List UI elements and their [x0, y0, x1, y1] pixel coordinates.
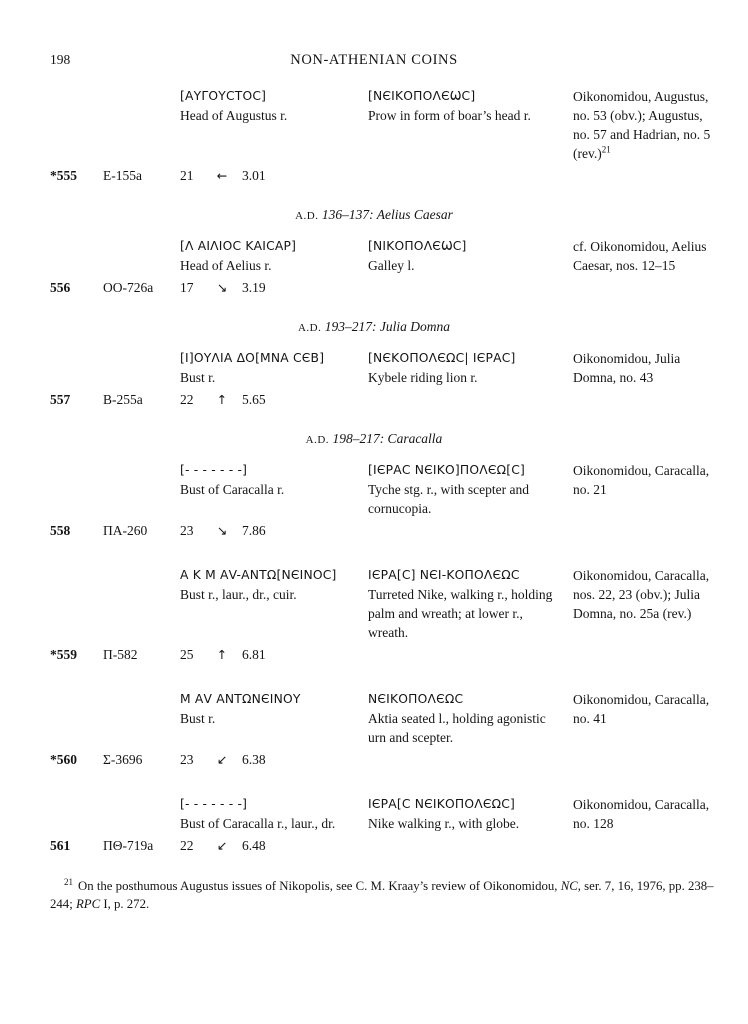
catalog-entry-560 [50, 690, 736, 769]
diameter-value: 22 [180, 838, 194, 853]
footnote [50, 877, 736, 913]
catalog-entry-559 [50, 566, 736, 664]
section-heading-caracalla [0, 429, 748, 448]
catalog-entry-558 [50, 461, 736, 540]
inventory-number: Σ-3696 [103, 752, 143, 767]
diameter-value: 25 [180, 647, 194, 662]
obverse-description: Bust r., laur., dr., cuir. [180, 587, 297, 602]
die-axis-arrow-icon: ↙ [216, 838, 228, 853]
weight-value: 6.48 [242, 838, 266, 853]
inventory-number: ΠΘ-719a [103, 838, 154, 853]
obverse-legend: [Ι]ΟΥΛΙΑ ΔΟ[ΜΝΑ CЄΒ] [180, 351, 325, 365]
reverse-description: Turreted Nike, walking r., holding palm and wreath; at lower r., wreath. [368, 587, 553, 640]
reference-citation [573, 461, 713, 518]
specimen-data-row [50, 750, 736, 769]
catalog-number: *555 [50, 168, 77, 183]
diameter-value: 22 [180, 392, 194, 407]
catalog-number: 561 [50, 838, 71, 853]
specimen-data-row [50, 645, 736, 664]
weight-value: 7.86 [242, 523, 266, 538]
section-heading-julia-domna [0, 317, 748, 336]
reference-text: Oikonomidou, Caracalla, no. 41 [573, 692, 710, 726]
footnote-text: I, p. 272. [100, 897, 150, 911]
reference-text: Oikonomidou, Caracalla, no. 21 [573, 463, 710, 497]
diameter-value: 21 [180, 168, 194, 183]
die-axis-arrow-icon: ↘ [216, 523, 228, 538]
page-header [0, 50, 748, 69]
reference-citation [573, 690, 713, 747]
diameter-value: 23 [180, 752, 194, 767]
reference-citation [573, 87, 713, 163]
catalog-entry-556 [50, 237, 736, 297]
reference-text: Oikonomidou, Caracalla, no. 128 [573, 797, 710, 831]
catalog-number: 557 [50, 392, 71, 407]
footnote-text: , ser. 7, 16, 1976, pp. 238–244; [50, 879, 714, 911]
inventory-number: ΠΑ-260 [103, 523, 148, 538]
inventory-number: Π-582 [103, 647, 138, 662]
catalog-number: *560 [50, 752, 77, 767]
weight-value: 3.01 [242, 168, 266, 183]
reference-text: cf. Oikonomidou, Aelius Caesar, nos. 12–15 [573, 239, 707, 273]
reference-citation [573, 349, 713, 387]
obverse-description: Head of Aelius r. [180, 258, 272, 273]
reverse-legend: [ΙЄΡΑC ΝЄΙΚΟ]ΠΟΛЄΩ[C] [368, 463, 525, 477]
reverse-legend: [ΝЄΚΟΠΟΛЄΩC| ΙЄΡΑC] [368, 351, 516, 365]
die-axis-arrow-icon: ↙ [216, 752, 228, 767]
catalog-number: 558 [50, 523, 71, 538]
footnote-journal-rpc: RPC [75, 897, 101, 911]
page-number: 198 [50, 52, 71, 67]
reference-text: Oikonomidou, Julia Domna, no. 43 [573, 351, 681, 385]
footnote-text: On the posthumous Augustus issues of Nikopolis, see C. M. Kraay’s review of Oikonomidou, [78, 879, 561, 893]
section-title: 198–217: Caracalla [329, 431, 443, 446]
reference-citation [573, 795, 713, 833]
specimen-data-row [50, 836, 736, 855]
obverse-legend: [Λ ΑΙΛΙΟC ΚΑΙCΑΡ] [180, 239, 297, 253]
weight-value: 6.81 [242, 647, 266, 662]
catalog-entry-557 [50, 349, 736, 409]
obverse-description: Bust r. [180, 711, 216, 726]
obverse-legend: Μ ΑV ΑΝΤΩΝЄΙΝΟΥ [180, 692, 301, 706]
era-label: A.D. [297, 322, 322, 334]
catalog-number: 556 [50, 280, 71, 295]
page-title: NON-ATHENIAN COINS [290, 52, 458, 68]
section-title: 136–137: Aelius Caesar [318, 207, 453, 222]
obverse-description: Bust r. [180, 370, 216, 385]
footnote-marker: 21 [64, 876, 73, 887]
catalog-number: *559 [50, 647, 77, 662]
era-label: A.D. [305, 434, 330, 446]
die-axis-arrow-icon: ↑ [216, 392, 228, 407]
inventory-number: B-255a [103, 392, 143, 407]
weight-value: 3.19 [242, 280, 266, 295]
era-label: A.D. [295, 210, 319, 222]
specimen-data-row [50, 166, 736, 185]
reverse-legend: [ΝЄΙΚΟΠΟΛЄѠC] [368, 89, 476, 103]
obverse-legend: Α Κ Μ ΑV-ΑΝΤΩ[ΝЄΙΝΟC] [180, 568, 337, 582]
reverse-description: Nike walking r., with globe. [368, 816, 520, 831]
obverse-legend: [- - - - - - -] [180, 797, 248, 811]
obverse-description: Head of Augustus r. [180, 108, 288, 123]
diameter-value: 17 [180, 280, 194, 295]
reverse-legend: [ΝΙΚΟΠΟΛЄѠC] [368, 239, 467, 253]
inventory-number: OO-726a [103, 280, 154, 295]
specimen-data-row [50, 521, 736, 540]
specimen-data-row [50, 390, 736, 409]
reference-text: Oikonomidou, Augustus, no. 53 (obv.); Augustus, no. 57 and Hadrian, no. 5 (rev.) [573, 89, 711, 161]
weight-value: 5.65 [242, 392, 266, 407]
reference-citation [573, 566, 713, 642]
footnote-reference-marker: 21 [601, 144, 611, 155]
reverse-description: Kybele riding lion r. [368, 370, 478, 385]
die-axis-arrow-icon: ↘ [216, 280, 228, 295]
reverse-legend: ΙЄΡΑ[C ΝЄΙΚΟΠΟΛЄΩC] [368, 797, 515, 811]
specimen-data-row [50, 278, 736, 297]
reverse-description: Galley l. [368, 258, 415, 273]
reverse-description: Prow in form of boar’s head r. [368, 108, 531, 123]
catalog-entry-555 [50, 87, 736, 185]
weight-value: 6.38 [242, 752, 266, 767]
obverse-legend: [- - - - - - -] [180, 463, 248, 477]
reverse-legend: ΙЄΡΑ[C] ΝЄΙ-ΚΟΠΟΛЄΩC [368, 568, 520, 582]
diameter-value: 23 [180, 523, 194, 538]
footnote-journal-nc: NC [560, 879, 578, 893]
die-axis-arrow-icon: ↑ [216, 647, 228, 662]
catalog-entry-561 [50, 795, 736, 855]
obverse-description: Bust of Caracalla r., laur., dr. [180, 816, 336, 831]
inventory-number: E-155a [103, 168, 142, 183]
die-axis-arrow-icon: ← [216, 168, 228, 183]
reference-citation [573, 237, 713, 275]
reverse-legend: ΝЄΙΚΟΠΟΛЄΩC [368, 692, 464, 706]
reference-text: Oikonomidou, Caracalla, nos. 22, 23 (obv.); Julia Domna, no. 25a (rev.) [573, 568, 710, 621]
obverse-legend: [ΑΥΓΟΥCΤΟC] [180, 89, 267, 103]
reverse-description: Aktia seated l., holding agonistic urn and scepter. [368, 711, 546, 745]
reverse-description: Tyche stg. r., with scepter and cornucopia. [368, 482, 530, 516]
section-heading-aelius [0, 205, 748, 224]
section-title: 193–217: Julia Domna [321, 319, 450, 334]
obverse-description: Bust of Caracalla r. [180, 482, 285, 497]
